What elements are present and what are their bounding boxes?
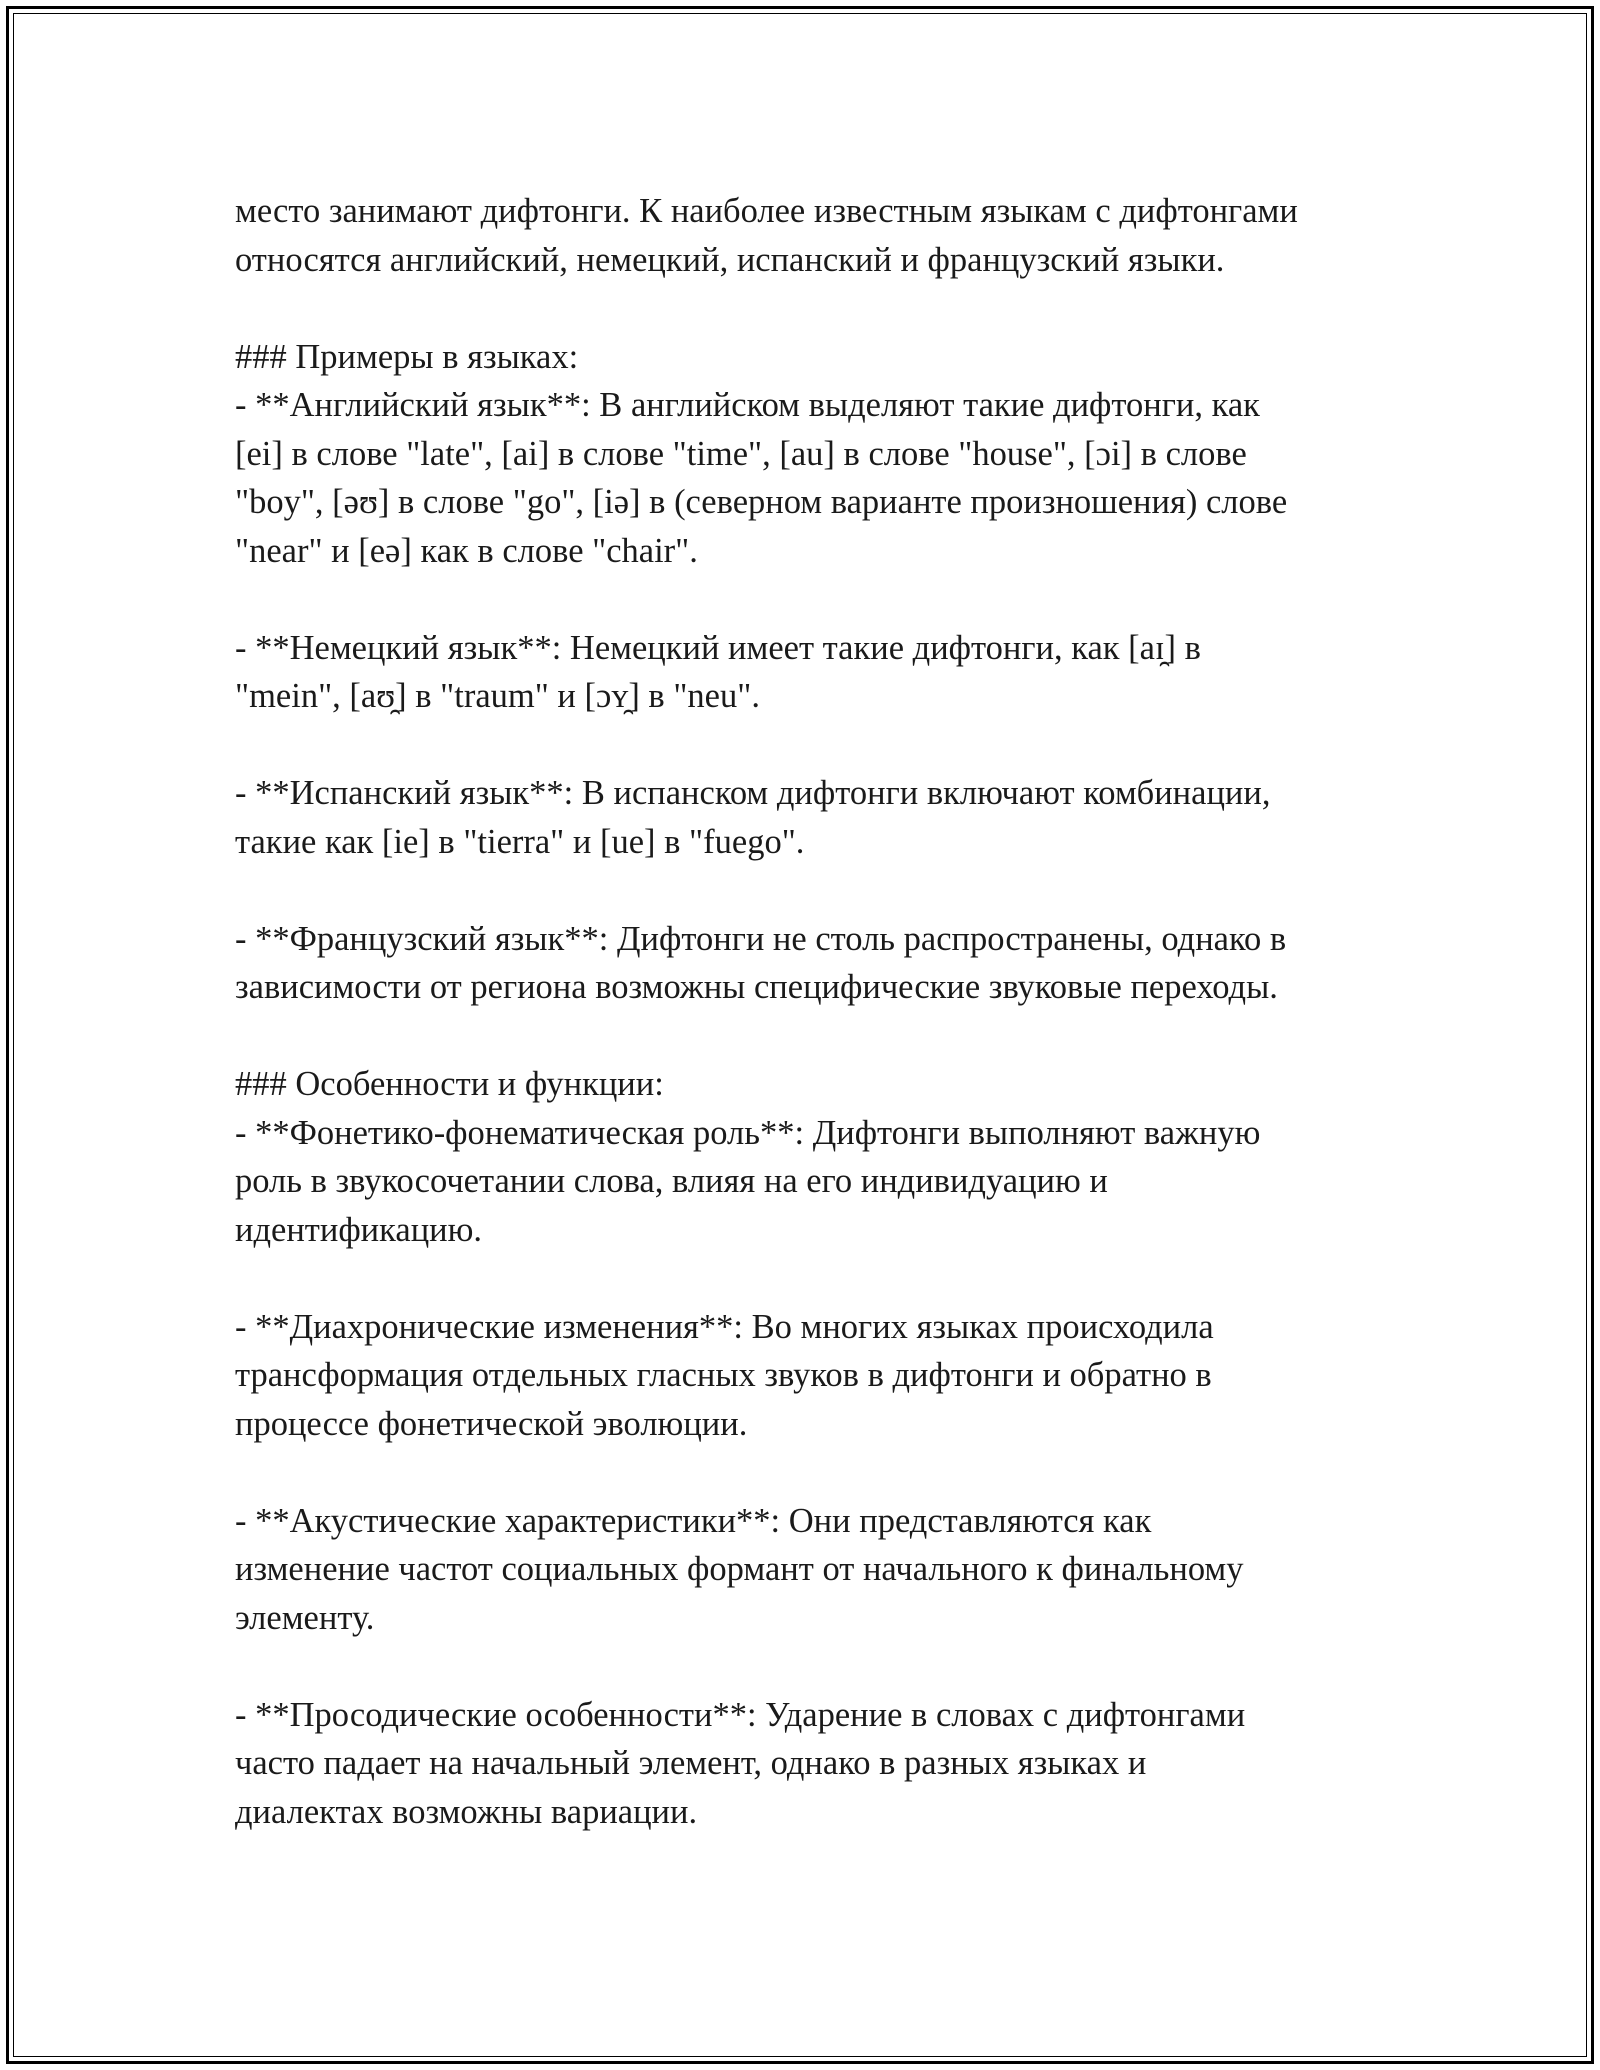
text-line: процессе фонетической эволюции.: [235, 1404, 748, 1443]
paragraph-diachronic: [235, 1303, 1395, 1449]
paragraph-spacer: [235, 284, 1395, 333]
text-line: зависимости от региона возможны специфические звуковые переходы.: [235, 968, 1278, 1006]
paragraph-spacer: [235, 1448, 1395, 1497]
paragraph-spacer: [235, 721, 1395, 770]
text-line: место занимают дифтонги. К наиболее известным языкам с дифтонгами: [235, 192, 1298, 230]
paragraph-examples-english: [235, 333, 1395, 576]
text-line: роль в звукосочетании слова, влияя на его индивидуацию и: [235, 1162, 1108, 1200]
paragraph-prosodic: [235, 1691, 1395, 1837]
paragraph-intro: [235, 187, 1395, 284]
text-line: - **Диахронические изменения**: Во многих языках происходила: [235, 1307, 1214, 1346]
text-line: "boy", [əʊ] в слове "go", [iə] в (северном варианте произношения) слове: [235, 483, 1288, 521]
text-line: элементу.: [235, 1598, 375, 1637]
text-line: относятся английский, немецкий, испанский и французский языки.: [235, 240, 1225, 279]
text-line: "near" и [eə] как в слове "chair".: [235, 531, 698, 570]
section-heading-examples: ### Примеры в языках:: [235, 337, 579, 376]
paragraph-features-phonetic: [235, 1060, 1395, 1254]
text-line: - **Испанский язык**: В испанском дифтонги включают комбинации,: [235, 774, 1271, 812]
text-line: - **Просодические особенности**: Ударение в словах с дифтонгами: [235, 1695, 1246, 1734]
text-line: часто падает на начальный элемент, однако в разных языках и: [235, 1744, 1147, 1782]
text-line: идентификацию.: [235, 1210, 483, 1249]
text-line: "mein", [aʊ̯] в "traum" и [ɔʏ̯] в "neu".: [235, 677, 760, 715]
paragraph-acoustic: [235, 1497, 1395, 1643]
text-line: - **Фонетико-фонематическая роль**: Дифтонги выполняют важную: [235, 1113, 1261, 1152]
text-line: изменение частот социальных формант от начального к финальному: [235, 1550, 1244, 1588]
paragraph-spacer: [235, 1254, 1395, 1303]
text-line: - **Английский язык**: В английском выделяют такие дифтонги, как: [235, 386, 1260, 424]
document-body: [235, 187, 1395, 1836]
paragraph-spacer: [235, 866, 1395, 915]
text-line: [ei] в слове "late", [ai] в слове "time", [au] в слове "house", [ɔi] в слове: [235, 434, 1247, 473]
text-line: - **Немецкий язык**: Немецкий имеет такие дифтонги, как [aɪ̯] в: [235, 628, 1201, 667]
paragraph-spacer: [235, 1642, 1395, 1691]
text-line: диалектах возможны вариации.: [235, 1792, 698, 1831]
paragraph-french: [235, 915, 1395, 1012]
section-heading-features: ### Особенности и функции:: [235, 1065, 664, 1103]
paragraph-german: [235, 624, 1395, 721]
paragraph-spacer: [235, 1012, 1395, 1061]
text-line: - **Французский язык**: Дифтонги не столь распространены, однако в: [235, 919, 1287, 958]
paragraph-spanish: [235, 769, 1395, 866]
text-line: такие как [ie] в "tierra" и [ue] в "fuego".: [235, 822, 805, 861]
text-line: трансформация отдельных гласных звуков в дифтонги и обратно в: [235, 1356, 1212, 1394]
paragraph-spacer: [235, 575, 1395, 624]
text-line: - **Акустические характеристики**: Они представляются как: [235, 1501, 1152, 1540]
